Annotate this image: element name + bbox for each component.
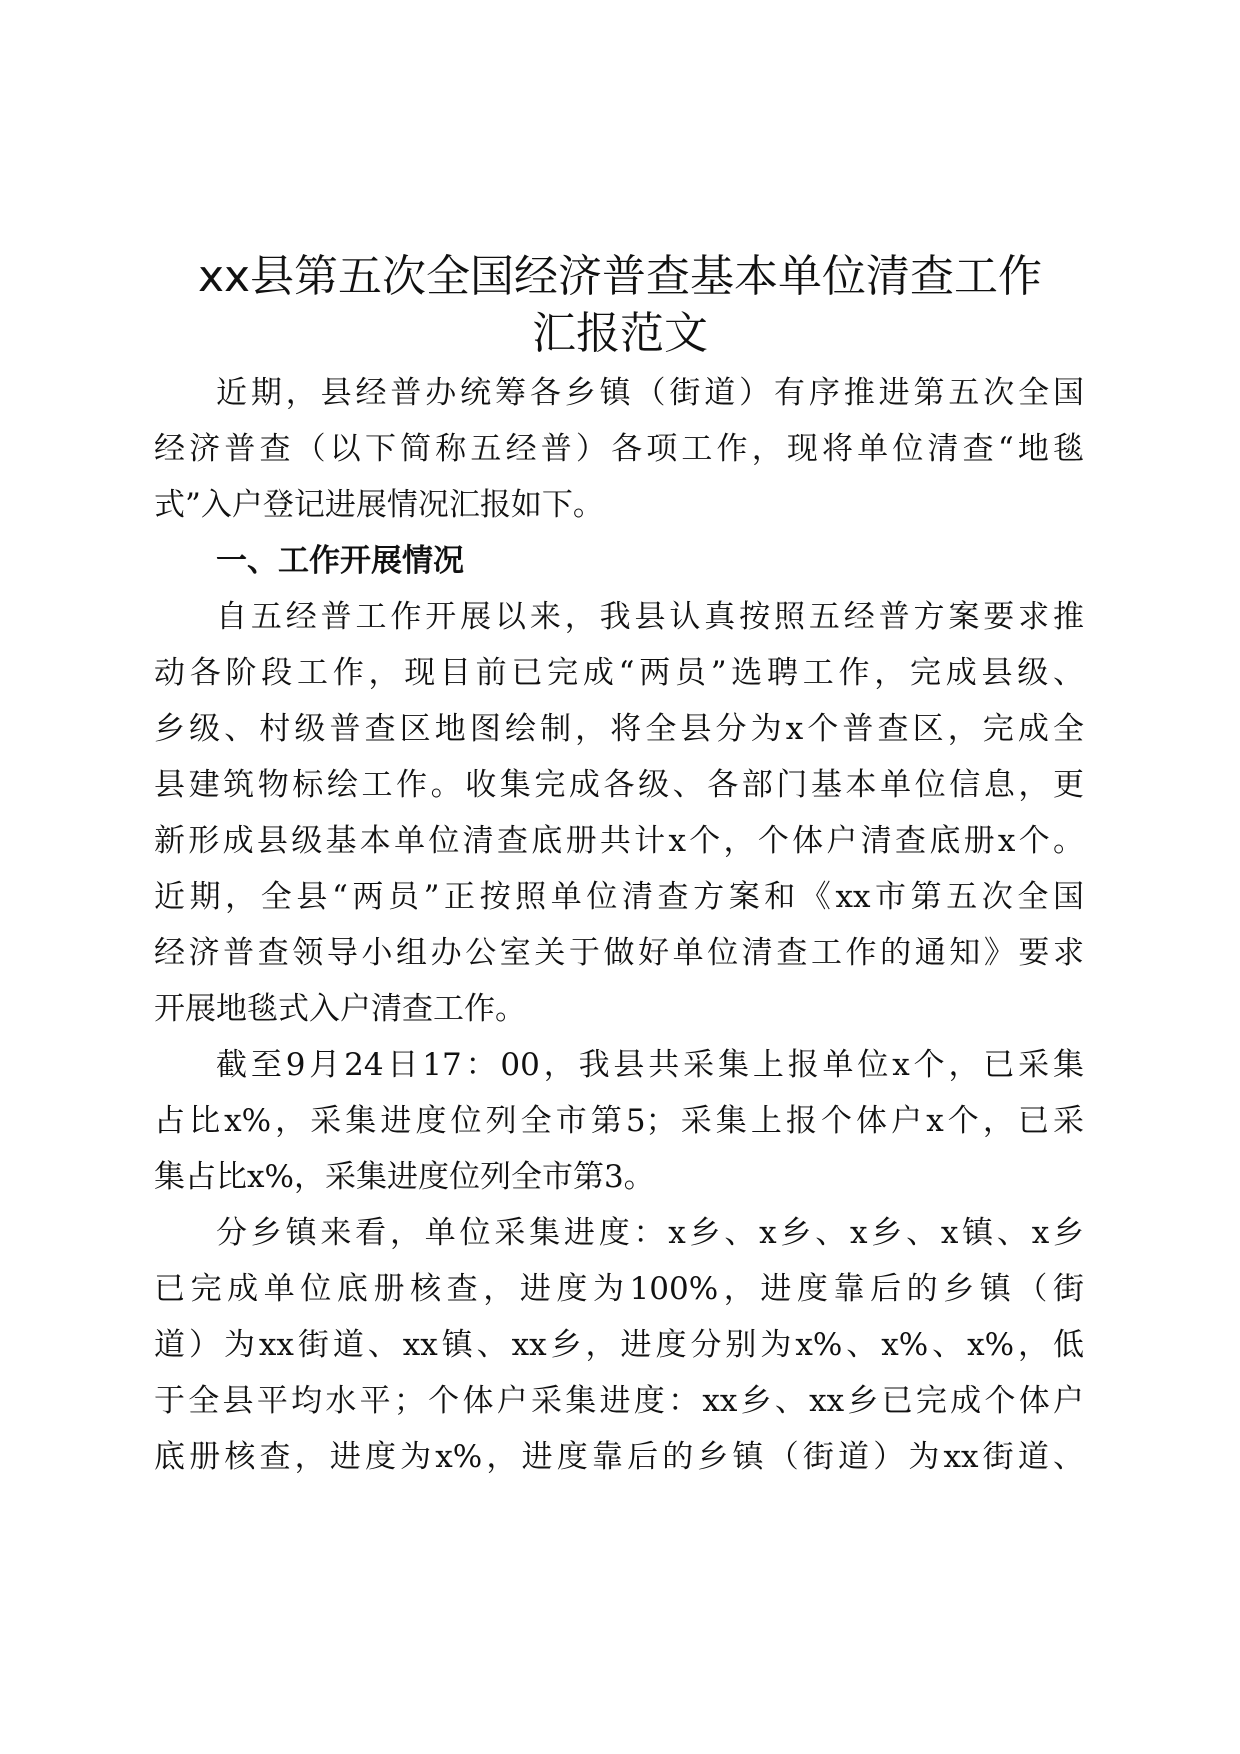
document-title-line-2: 汇报范文 xyxy=(532,308,708,359)
paragraph-2-line-8: 开展地毯式入户清查工作。 xyxy=(154,991,526,1027)
paragraph-2-line-6: 近期，全县“两员”正按照单位清查方案和《xx市第五次全国 xyxy=(154,879,1084,915)
paragraph-2-line-4: 县建筑物标绘工作。收集完成各级、各部门基本单位信息，更 xyxy=(154,767,1084,803)
paragraph-3-line-2: 占比x%，采集进度位列全市第5；采集上报个体户x个，已采 xyxy=(154,1103,1084,1139)
paragraph-4-line-2: 已完成单位底册核查，进度为100%，进度靠后的乡镇（街 xyxy=(154,1271,1084,1307)
paragraph-1-line-3: 式”入户登记进展情况汇报如下。 xyxy=(154,487,604,523)
paragraph-1-line-1: 近期，县经普办统筹各乡镇（街道）有序推进第五次全国 xyxy=(216,375,1084,411)
paragraph-4-line-4: 于全县平均水平；个体户采集进度：xx乡、xx乡已完成个体户 xyxy=(154,1383,1084,1419)
paragraph-2-line-1: 自五经普工作开展以来，我县认真按照五经普方案要求推 xyxy=(216,599,1084,635)
paragraph-3-line-3: 集占比x%，采集进度位列全市第3。 xyxy=(154,1159,655,1195)
section-heading-1: 一、工作开展情况 xyxy=(216,543,464,579)
paragraph-2-line-3: 乡级、村级普查区地图绘制，将全县分为x个普查区，完成全 xyxy=(154,711,1084,747)
paragraph-1-line-2: 经济普查（以下简称五经普）各项工作，现将单位清查“地毯 xyxy=(154,431,1084,467)
paragraph-4-line-1: 分乡镇来看，单位采集进度：x乡、x乡、x乡、x镇、x乡 xyxy=(216,1215,1084,1251)
document-title-line-1: xx县第五次全国经济普查基本单位清查工作 xyxy=(197,251,1043,302)
paragraph-3-line-1: 截至9月24日17：00，我县共采集上报单位x个，已采集 xyxy=(216,1047,1084,1083)
paragraph-2-line-7: 经济普查领导小组办公室关于做好单位清查工作的通知》要求 xyxy=(154,935,1084,971)
paragraph-4-line-5: 底册核查，进度为x%，进度靠后的乡镇（街道）为xx街道、 xyxy=(154,1439,1084,1475)
paragraph-2-line-5: 新形成县级基本单位清查底册共计x个，个体户清查底册x个。 xyxy=(154,823,1084,859)
paragraph-4-line-3: 道）为xx街道、xx镇、xx乡，进度分别为x%、x%、x%，低 xyxy=(154,1327,1084,1363)
paragraph-2-line-2: 动各阶段工作，现目前已完成“两员”选聘工作，完成县级、 xyxy=(154,655,1084,691)
